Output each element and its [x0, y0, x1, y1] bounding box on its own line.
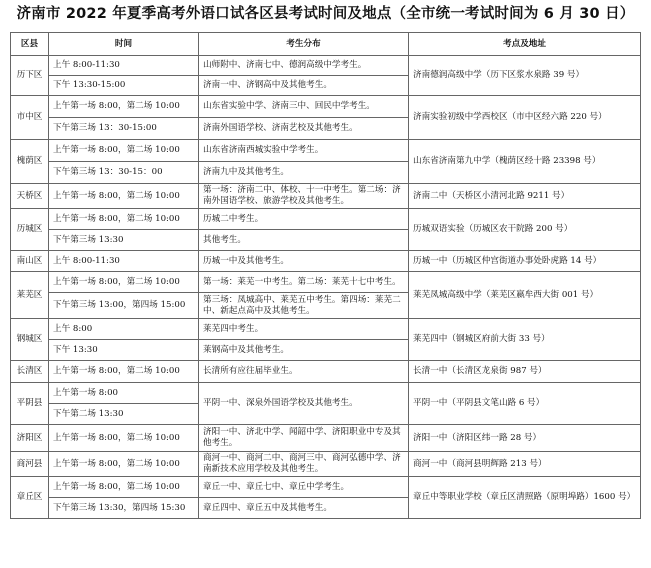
- students-cell: 济阳一中、济北中学、闻韶中学、济阳职业中专及其他考生。: [199, 425, 409, 452]
- table-row: [11, 477, 641, 498]
- location-cell: 莱芜凤城高级中学（莱芜区嬴牟西大街 001 号）: [409, 272, 641, 319]
- time-cell: 下午第二场 13:30: [49, 404, 199, 425]
- table-row: [11, 383, 641, 404]
- time-cell: 上午第一场 8:00，第二场 10:00: [49, 140, 199, 162]
- time-cell: 上午第一场 8:00，第二场 10:00: [49, 96, 199, 118]
- table-row: [11, 319, 641, 340]
- time-cell: 下午第三场 13：30-15:00: [49, 118, 199, 140]
- students-cell: 莱芜四中考生。: [199, 319, 409, 340]
- time-cell: 上午 8:00: [49, 319, 199, 340]
- time-cell: 下午第三场 13:00，第四场 15:00: [49, 293, 199, 319]
- district-cell: 济阳区: [11, 425, 49, 452]
- table-header-row: [11, 33, 641, 56]
- location-cell: 莱芜四中（钢城区府前大街 33 号）: [409, 319, 641, 361]
- header-district: 区县: [11, 33, 49, 56]
- time-cell: 上午第一场 8:00: [49, 383, 199, 404]
- students-cell: 山东省济南西城实验中学考生。: [199, 140, 409, 162]
- time-cell: 上午第一场 8:00，第二场 10:00: [49, 452, 199, 477]
- table-row: [11, 140, 641, 162]
- location-cell: 长清一中（长清区龙泉街 987 号）: [409, 361, 641, 383]
- district-cell: 钢城区: [11, 319, 49, 361]
- table-row: [11, 425, 641, 452]
- table-row: [11, 96, 641, 118]
- district-cell: 长清区: [11, 361, 49, 383]
- district-cell: 平阴县: [11, 383, 49, 425]
- time-cell: 上午第一场 8:00，第二场 10:00: [49, 272, 199, 293]
- location-cell: 山东省济南第九中学（槐荫区经十路 23398 号）: [409, 140, 641, 184]
- location-cell: 平阴一中（平阴县文笔山路 6 号）: [409, 383, 641, 425]
- students-cell: 济南外国语学校、济南艺校及其他考生。: [199, 118, 409, 140]
- district-cell: 南山区: [11, 251, 49, 272]
- district-cell: 章丘区: [11, 477, 49, 519]
- students-cell: 济南九中及其他考生。: [199, 162, 409, 184]
- students-cell: 长清所有应往届毕业生。: [199, 361, 409, 383]
- students-cell: 第三场：凤城高中、莱芜五中考生。第四场：莱芜二中、新起点高中及其他考生。: [199, 293, 409, 319]
- students-cell: 历城一中及其他考生。: [199, 251, 409, 272]
- location-cell: 济南德润高级中学（历下区浆水泉路 39 号）: [409, 56, 641, 96]
- district-cell: 市中区: [11, 96, 49, 140]
- table-row: [11, 184, 641, 209]
- table-row: [11, 272, 641, 293]
- location-cell: 济阳一中（济阳区纬一路 28 号）: [409, 425, 641, 452]
- district-cell: 历城区: [11, 209, 49, 251]
- district-cell: 莱芜区: [11, 272, 49, 319]
- time-cell: 上午 8:00-11:30: [49, 251, 199, 272]
- header-time: 时间: [49, 33, 199, 56]
- time-cell: 上午第一场 8:00，第二场 10:00: [49, 477, 199, 498]
- location-cell: 济南二中（天桥区小清河北路 9211 号）: [409, 184, 641, 209]
- district-cell: 历下区: [11, 56, 49, 96]
- table-row: [11, 361, 641, 383]
- students-cell: 莱钢高中及其他考生。: [199, 340, 409, 361]
- exam-schedule-table: [10, 32, 641, 519]
- time-cell: 下午 13:30-15:00: [49, 76, 199, 96]
- location-cell: 历城一中（历城区仲宫街道办事处卧虎路 14 号）: [409, 251, 641, 272]
- time-cell: 下午 13:30: [49, 340, 199, 361]
- students-cell: 第一场：济南二中、体校、十一中考生。第二场：济南外国语学校、旅游学校及其他考生。: [199, 184, 409, 209]
- time-cell: 上午第一场 8:00，第二场 10:00: [49, 361, 199, 383]
- location-cell: 章丘中等职业学校（章丘区清照路（原明埠路）1600 号）: [409, 477, 641, 519]
- header-students: 考生分布: [199, 33, 409, 56]
- time-cell: 上午第一场 8:00，第二场 10:00: [49, 209, 199, 230]
- students-cell: 第一场：莱芜一中考生。第二场：莱芜十七中考生。: [199, 272, 409, 293]
- district-cell: 商河县: [11, 452, 49, 477]
- students-cell: 章丘一中、章丘七中、章丘中学考生。: [199, 477, 409, 498]
- students-cell: 山师附中、济南七中、德润高级中学考生。: [199, 56, 409, 76]
- time-cell: 下午第三场 13：30-15：00: [49, 162, 199, 184]
- time-cell: 上午第一场 8:00，第二场 10:00: [49, 184, 199, 209]
- district-cell: 天桥区: [11, 184, 49, 209]
- students-cell: 章丘四中、章丘五中及其他考生。: [199, 498, 409, 519]
- time-cell: 下午第三场 13:30，第四场 15:30: [49, 498, 199, 519]
- page-title: 济南市 2022 年夏季高考外语口试各区县考试时间及地点（全市统一考试时间为 6 月 30 日）: [16, 6, 635, 22]
- table-row: [11, 209, 641, 230]
- district-cell: 槐荫区: [11, 140, 49, 184]
- table-row: [11, 56, 641, 76]
- students-cell: 山东省实验中学、济南三中、回民中学考生。: [199, 96, 409, 118]
- location-cell: 济南实验初级中学西校区（市中区经六路 220 号）: [409, 96, 641, 140]
- students-cell: 历城二中考生。: [199, 209, 409, 230]
- time-cell: 下午第三场 13:30: [49, 230, 199, 251]
- students-cell: 商河一中、商河二中、商河三中、商河弘德中学、济南新技术应用学校及其他考生。: [199, 452, 409, 477]
- header-location: 考点及地址: [409, 33, 641, 56]
- students-cell: 平阴一中、深泉外国语学校及其他考生。: [199, 383, 409, 425]
- students-cell: 其他考生。: [199, 230, 409, 251]
- time-cell: 上午第一场 8:00，第二场 10:00: [49, 425, 199, 452]
- time-cell: 上午 8:00-11:30: [49, 56, 199, 76]
- table-row: [11, 452, 641, 477]
- location-cell: 历城双语实验（历城区农干院路 200 号）: [409, 209, 641, 251]
- location-cell: 商河一中（商河县明辉路 213 号）: [409, 452, 641, 477]
- table-row: [11, 251, 641, 272]
- students-cell: 济南一中、济钢高中及其他考生。: [199, 76, 409, 96]
